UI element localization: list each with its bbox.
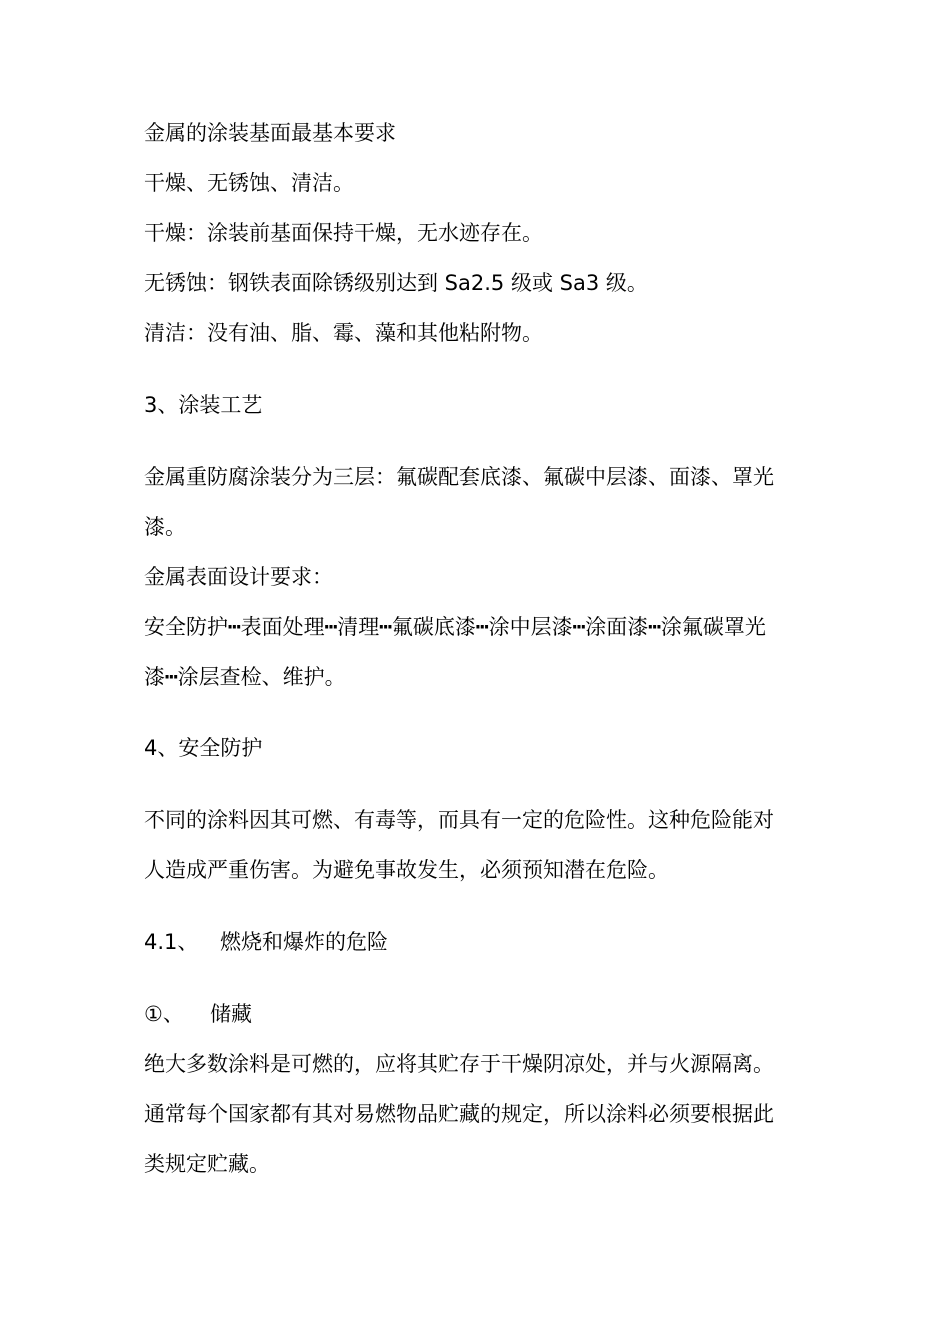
section-3-paragraph-line-2: 漆。 bbox=[144, 515, 186, 539]
storage-item-heading bbox=[144, 999, 252, 1029]
section-4-paragraph-line-2: 人造成严重伤害。为避免事故发生，必须预知潜在危险。 bbox=[144, 858, 669, 882]
requirement-rust-free: 无锈蚀：钢铁表面除锈级别达到 Sa2.5 级或 Sa3 级。 bbox=[144, 271, 648, 295]
section-4-paragraph-line-1: 不同的涂料因其可燃、有毒等，而具有一定的危险性。这种危险能对 bbox=[144, 808, 774, 832]
section-4-1-number: 4.1、 bbox=[144, 930, 199, 954]
storage-item-number: ①、 bbox=[144, 1002, 184, 1026]
requirements-summary: 干燥、无锈蚀、清洁。 bbox=[144, 171, 354, 195]
requirements-heading: 金属的涂装基面最基本要求 bbox=[144, 121, 396, 145]
section-4-1-heading bbox=[144, 927, 388, 957]
process-flow-line-2: 漆┅涂层查检、维护。 bbox=[144, 665, 346, 689]
requirement-clean: 清洁：没有油、脂、霉、藻和其他粘附物。 bbox=[144, 321, 543, 345]
section-3-paragraph-line-1: 金属重防腐涂装分为三层：氟碳配套底漆、氟碳中层漆、面漆、罩光 bbox=[144, 465, 774, 489]
storage-item-title: 储藏 bbox=[210, 1002, 252, 1026]
design-requirements-label: 金属表面设计要求： bbox=[144, 565, 333, 589]
section-4-heading: 4、安全防护 bbox=[144, 736, 263, 760]
storage-line-1: 绝大多数涂料是可燃的，应将其贮存于干燥阴凉处，并与火源隔离。 bbox=[144, 1052, 774, 1076]
requirement-dry: 干燥：涂装前基面保持干燥，无水迹存在。 bbox=[144, 221, 543, 245]
process-flow-line-1: 安全防护┅表面处理┅清理┅氟碳底漆┅涂中层漆┅涂面漆┅涂氟碳罩光 bbox=[144, 615, 766, 639]
section-4-1-title: 燃烧和爆炸的危险 bbox=[220, 930, 388, 954]
storage-line-3: 类规定贮藏。 bbox=[144, 1152, 270, 1176]
section-3-heading: 3、涂装工艺 bbox=[144, 393, 263, 417]
storage-line-2: 通常每个国家都有其对易燃物品贮藏的规定，所以涂料必须要根据此 bbox=[144, 1102, 774, 1126]
